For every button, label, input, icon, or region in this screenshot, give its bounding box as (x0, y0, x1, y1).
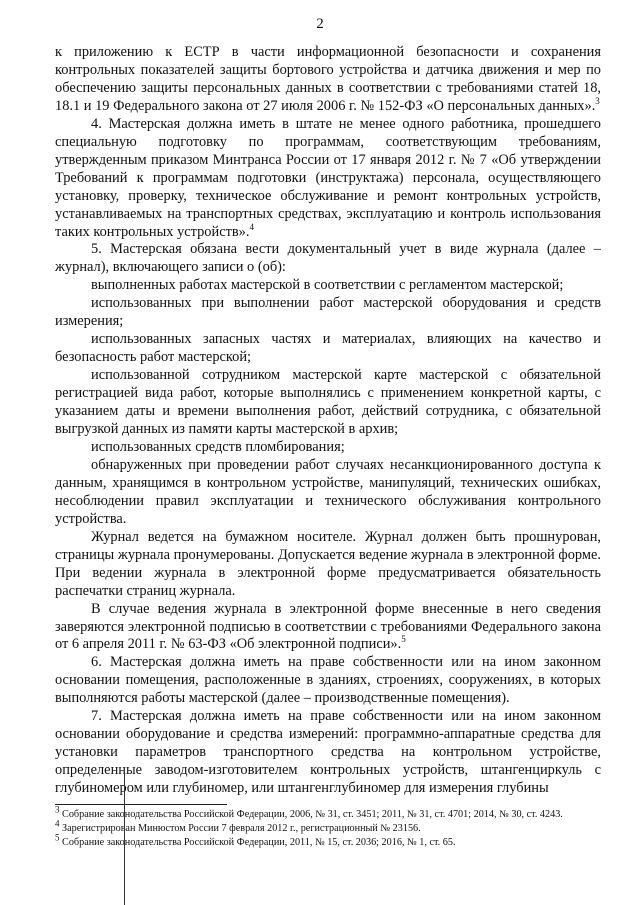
paragraph (55, 277, 601, 295)
paragraph (55, 529, 601, 601)
paragraph (55, 367, 601, 439)
paragraph-text: обнаруженных при проведении работ случаях несанкционированного доступа к данным, хранящимся в контрольном устройстве, манипуляций, технических ошибках, несоблюдении правил эксплуатации и технического обслуживания контрольного устройства. (55, 456, 601, 527)
paragraph (55, 439, 601, 457)
footnote-reference[interactable]: 4 (249, 221, 254, 232)
footnote-separator (55, 804, 227, 805)
scan-artifact-line (124, 770, 125, 905)
paragraph-text: использованной сотрудником мастерской карте мастерской с обязательной регистрацией вида работ, которые выполнялись с применением конкретной карты, с указанием даты и времени выполнения работ, действий сотрудника, с обязательной выгрузкой данных из памяти карты мастерской в архив; (55, 367, 601, 438)
paragraph (55, 331, 601, 367)
paragraph-text: использованных при выполнении работ мастерской оборудования и средств измерения; (55, 295, 601, 330)
paragraph-text: Журнал ведется на бумажном носителе. Журнал должен быть прошнурован, страницы журнала пронумерованы. Допускается ведение журнала в электронной форме. При ведении журнала в электронной форме предусматривается обязательность распечатки страниц журнала. (55, 528, 601, 599)
paragraph-text: выполненных работах мастерской в соответствии с регламентом мастерской; (91, 277, 564, 294)
footnote-mark: 4 (55, 818, 60, 829)
paragraph (55, 601, 601, 655)
document-body (55, 44, 601, 798)
paragraph-text: к приложению к ЕСТР в части информационной безопасности и сохранения контрольных показателей защиты бортового устройства и датчика движения и мер по обеспечению защиты персональных данных в соответствии с требованиями статей 18, 18.1 и 19 Федерального закона от 27 июля 2006 г. № 152-ФЗ «О персональных данных». (55, 44, 601, 114)
footnote-item (55, 804, 601, 822)
footnote-mark: 5 (55, 832, 60, 843)
footnote-mark: 3 (55, 804, 60, 815)
page-number: 2 (316, 16, 324, 32)
footnote-reference[interactable]: 5 (401, 634, 406, 645)
footnote-item (55, 818, 601, 836)
paragraph (55, 457, 601, 529)
paragraph (55, 241, 601, 277)
paragraph (55, 708, 601, 798)
footnote-item (55, 832, 601, 850)
paragraph-text: В случае ведения журнала в электронной форме внесенные в него сведения заверяются электронной подписью в соответствии с требованиями Федерального закона от 6 апреля 2011 г. № 63-ФЗ «Об электронной подписи». (55, 600, 601, 653)
paragraph-text: 6. Мастерская должна иметь на праве собственности или на ином законном основании помещения, расположенные в зданиях, строениях, сооружениях, в которых выполняются работы мастерской (далее – производственные помещения). (55, 654, 601, 707)
footnote-text: Собрание законодательства Российской Федерации, 2006, № 31, ст. 3451; 2011, № 31, ст. 4701; 2014, № 30, ст. 4243. (62, 809, 563, 820)
paragraph (55, 116, 601, 242)
paragraph (55, 44, 601, 116)
paragraph-text: использованных запасных частях и материалах, влияющих на качество и безопасность работ мастерской; (55, 331, 601, 366)
paragraph (55, 654, 601, 708)
footnote-reference[interactable]: 3 (595, 96, 600, 107)
paragraph-text: 7. Мастерская должна иметь на праве собственности или на ином законном основании оборудование и средства измерений: программно-аппаратные средства для установки параметров транспортного средства на контрольном устройстве, определенные заводом-изготовителем контрольных устройств, штангенциркуль с глубиномером или глубиномер, или штангенглубиномер для измерения глубины (55, 708, 601, 797)
footnotes (55, 804, 601, 850)
paragraph (55, 295, 601, 331)
footnote-text: Собрание законодательства Российской Федерации, 2011, № 15, ст. 2036; 2016, № 1, ст. 65. (62, 837, 456, 848)
paragraph-text: 4. Мастерская должна иметь в штате не менее одного работника, прошедшего специальную подготовку по программам, соответствующим требованиям, утвержденным приказом Минтранса России от 17 января 2012 г. № 7 «Об утверждении Требований к программам подготовки (инструктажа) персонала, осуществляющего установку, проверку, техническое обслуживание и ремонт контрольных устройств, устанавливаемых на транспортных средствах, эксплуатацию и контроль использования таких контрольных устройств». (55, 115, 601, 240)
paragraph-text: 5. Мастерская обязана вести документальный учет в виде журнала (далее – журнал), включающего записи о (об): (55, 241, 601, 276)
paragraph-text: использованных средств пломбирования; (91, 438, 345, 455)
footnote-text: Зарегистрирован Минюстом России 7 февраля 2012 г., регистрационный № 23156. (62, 823, 421, 834)
